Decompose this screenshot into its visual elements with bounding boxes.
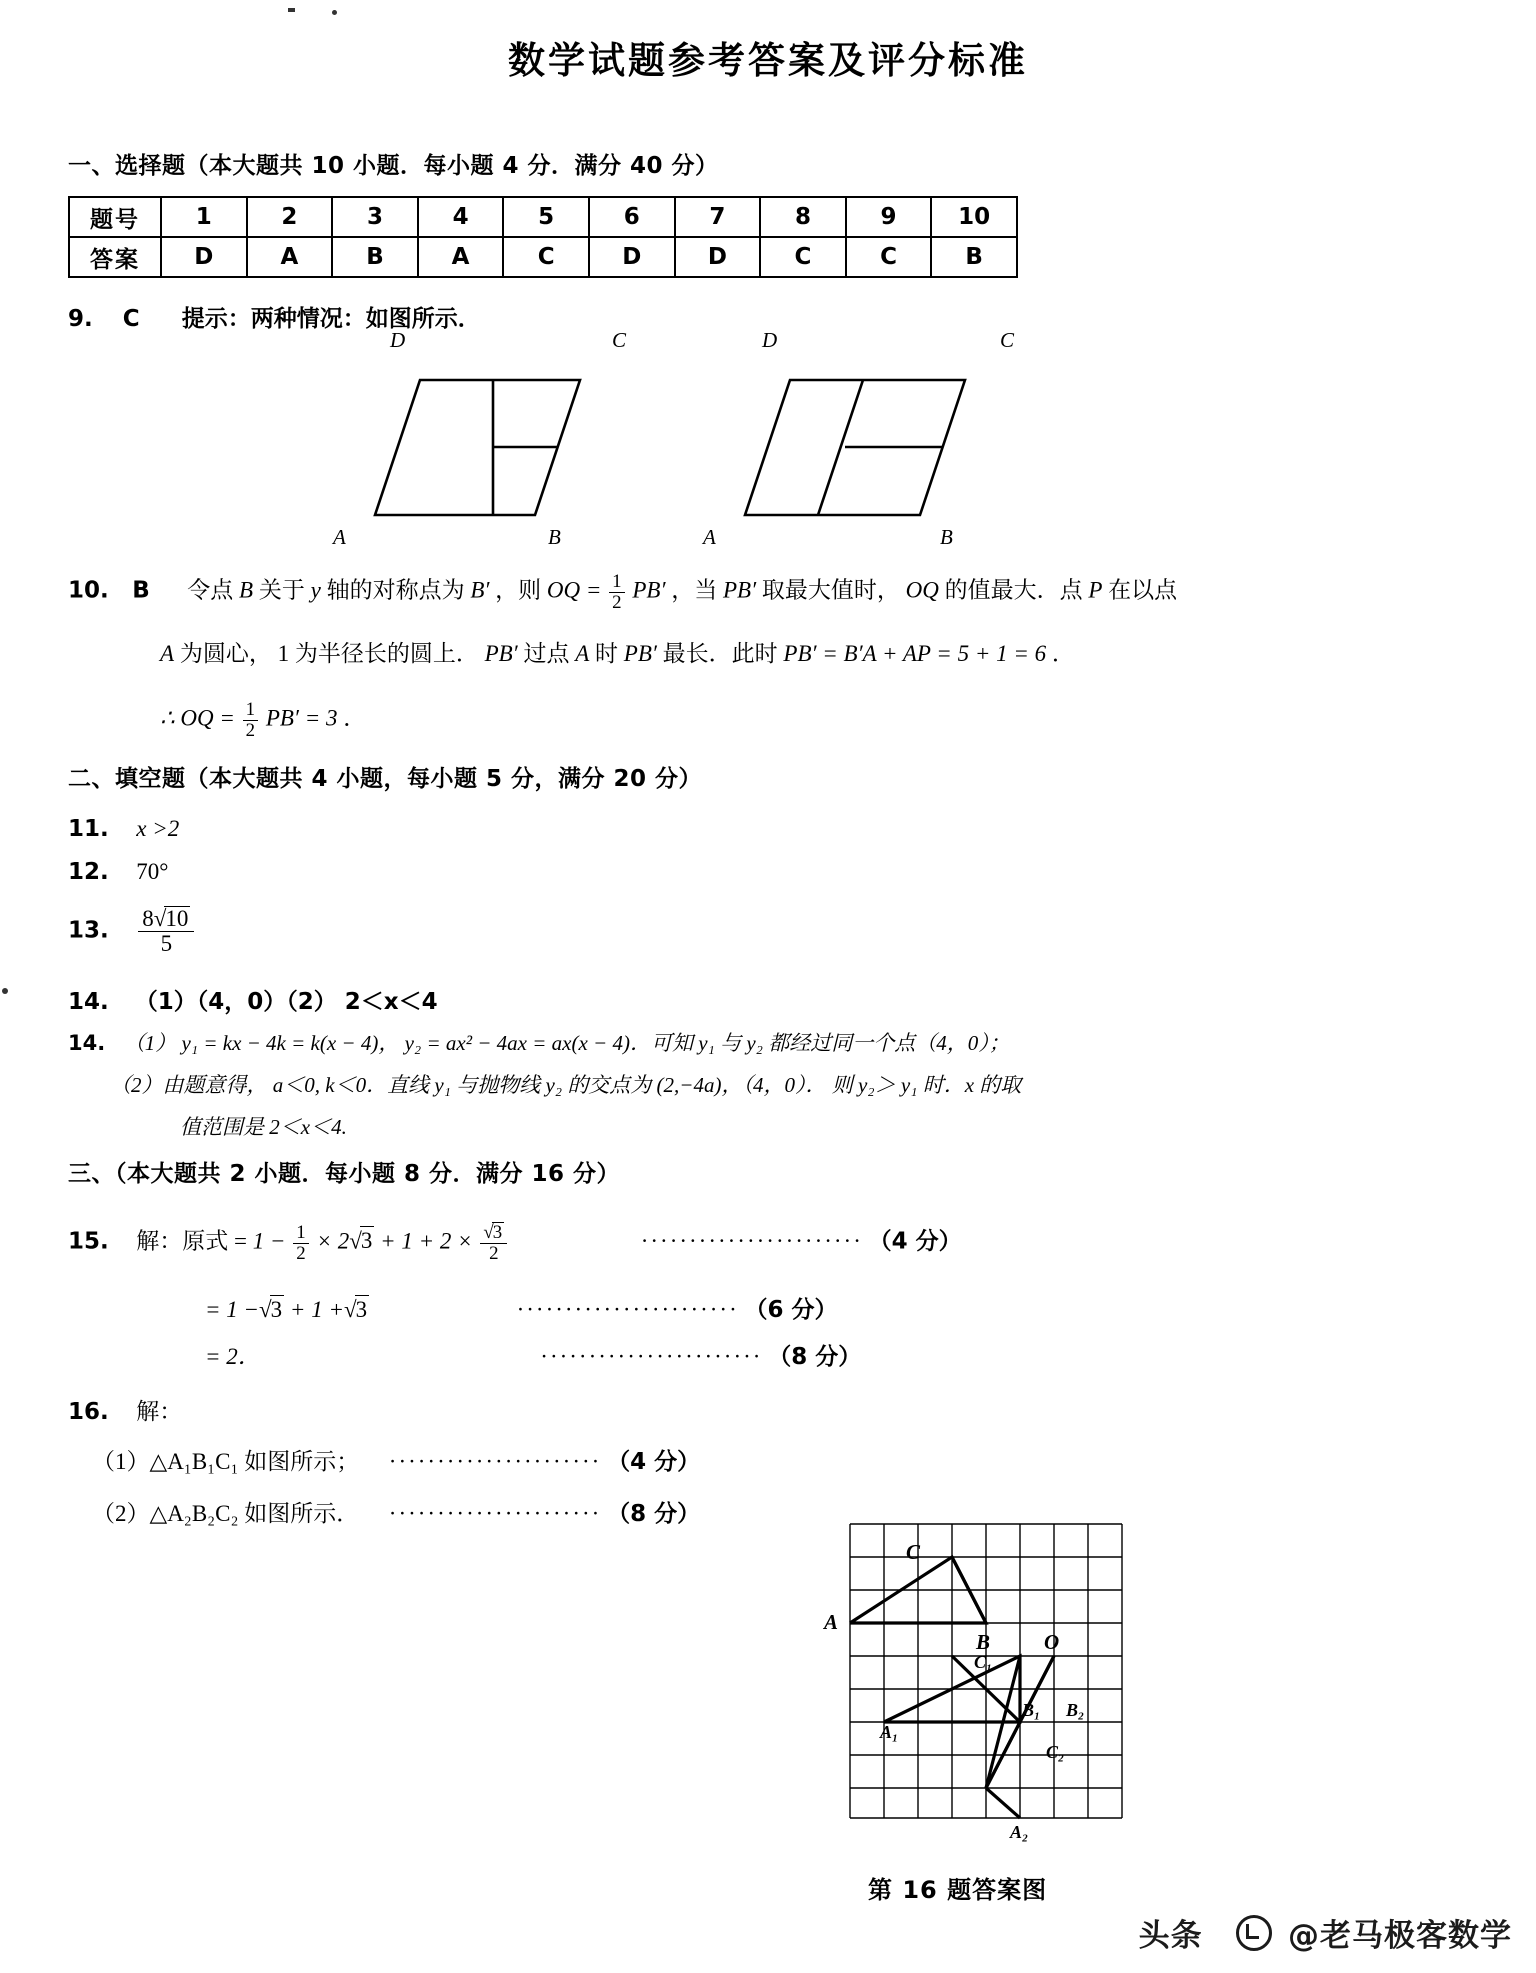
figure-label-C1: C₁ bbox=[974, 1652, 993, 1672]
item-14-number: 14. bbox=[68, 989, 109, 1015]
item-14-work-line-2 bbox=[110, 1072, 1021, 1098]
item-11-answer: x >2 bbox=[136, 816, 180, 841]
item-9-fig1-label-C: C bbox=[612, 328, 627, 352]
watermark-handle: @老马极客数学 bbox=[1288, 1918, 1512, 1954]
table-cell-answer: D bbox=[675, 237, 761, 277]
item-12-answer: 70° bbox=[136, 859, 169, 884]
item-10-expr-PBprime: PB′ bbox=[632, 577, 666, 603]
figure-label-C: C bbox=[906, 1540, 921, 1564]
item-15-score-3: （8 分） bbox=[768, 1344, 862, 1370]
table-cell-answer: A bbox=[247, 237, 333, 277]
table-row-question-numbers bbox=[69, 197, 1017, 237]
item-9-figure-case-2 bbox=[700, 355, 990, 540]
item-15-line-1: 15. 解：原式 = 1 − $\frac{1}{2}$ × 2√3 + 1 + 2 × $\frac{√3}{2}$ ······················· （4 分） bbox=[68, 1222, 962, 1264]
item-13-coefficient: 8 bbox=[142, 906, 154, 931]
table-cell-answer: C bbox=[503, 237, 589, 277]
item-15-solution-prefix: 解：原式 = bbox=[136, 1228, 247, 1254]
item-10-var-A-2: A bbox=[575, 641, 590, 666]
item-10-number: 10. bbox=[68, 577, 109, 604]
item-9-fig1-label-D: D bbox=[390, 328, 406, 352]
item-12-row bbox=[68, 858, 168, 887]
table-cell-number: 9 bbox=[846, 197, 932, 237]
item-9-fig2-label-B: B bbox=[940, 525, 953, 549]
item-10-text-d2: 为半径长的圆上． bbox=[294, 641, 479, 666]
item-10-conclusion-prefix: ∴ OQ = bbox=[160, 705, 235, 731]
table-row-answers bbox=[69, 237, 1017, 277]
item-14-work-text-2: （2）由题意得， a＜0, k＜0．直线 y₁ 与抛物线 y₂ 的交点为 (2,−4a)，（4，0）． 则 y₂＞ y₁ 时．x 的取 bbox=[110, 1073, 1022, 1097]
item-15-fraction-half bbox=[293, 1223, 308, 1264]
item-15-radicand-2: 3 bbox=[492, 1222, 503, 1243]
item-15-radicand-4: 3 bbox=[355, 1295, 370, 1325]
figure-label-A2: A₂ bbox=[1010, 1822, 1029, 1842]
fraction-numerator: 1 bbox=[243, 700, 258, 721]
item-12-number: 12. bbox=[68, 859, 109, 885]
table-cell-answer: D bbox=[161, 237, 247, 277]
item-9-fig2-label-C: C bbox=[1000, 328, 1015, 352]
item-10-equation: PB′ = B′A + AP = 5 + 1 = 6 bbox=[783, 641, 1047, 666]
figure-label-B1: B₁ bbox=[1022, 1700, 1041, 1720]
figure-label-B2: B₂ bbox=[1066, 1700, 1085, 1720]
item-15-line-2: = 1 −√3 + 1 +√3 ······················· （6 分） bbox=[205, 1297, 838, 1323]
item-9-fig2-label-D: D bbox=[762, 328, 778, 352]
table-cell-number: 4 bbox=[418, 197, 504, 237]
item-15-expr-c: + 1 + 2 × bbox=[380, 1228, 473, 1254]
fraction-numerator: 8√10 bbox=[138, 906, 194, 932]
table-cell-number: 10 bbox=[931, 197, 1017, 237]
item-16-score-2: （8 分） bbox=[607, 1501, 701, 1527]
item-15-leader-dots-3: ······················· bbox=[540, 1344, 763, 1369]
figure-label-B: B bbox=[976, 1630, 991, 1654]
table-cell-number: 2 bbox=[247, 197, 333, 237]
item-10-text-a: 令点 bbox=[187, 577, 234, 603]
item-10-text-h2: 时 bbox=[595, 641, 619, 666]
item-15-score-1: （4 分） bbox=[868, 1228, 962, 1255]
item-15-score-2: （6 分） bbox=[744, 1297, 838, 1323]
item-14-answer-text: （1）（4，0）（2） 2＜x＜4 bbox=[134, 989, 438, 1015]
section-2-heading: 二、填空题（本大题共 4 小题，每小题 5 分，满分 20 分） bbox=[68, 766, 703, 792]
item-16-score-1: （4 分） bbox=[607, 1449, 701, 1475]
item-10-text-p: 在以点 bbox=[1108, 577, 1178, 603]
item-10-var-y: y bbox=[310, 577, 321, 603]
item-10-conclusion-value: PB′ = 3 bbox=[265, 705, 338, 731]
item-10-line-2 bbox=[160, 640, 1075, 669]
item-10-text-b2: 为圆心， bbox=[179, 641, 272, 666]
item-10-text-n: 的值最大．点 bbox=[944, 577, 1083, 603]
watermark bbox=[1139, 1910, 1512, 1955]
item-9-answer: C bbox=[122, 306, 140, 332]
item-10-expr-OQ: OQ = bbox=[546, 577, 602, 603]
table-cell-number: 8 bbox=[760, 197, 846, 237]
table-cell-number: 7 bbox=[675, 197, 761, 237]
fraction-denominator: 5 bbox=[160, 931, 173, 957]
item-10-fraction-half-2 bbox=[243, 700, 258, 741]
item-10-text-j: ，当 bbox=[671, 577, 718, 603]
scan-speck bbox=[2, 988, 8, 994]
item-15-radicand-3: 3 bbox=[270, 1295, 285, 1325]
item-13-fraction bbox=[138, 906, 194, 956]
item-9-fig1-label-A: A bbox=[333, 525, 346, 549]
table-cell-number: 3 bbox=[332, 197, 418, 237]
item-16-row bbox=[68, 1398, 182, 1427]
item-10-var-P: P bbox=[1088, 577, 1103, 603]
item-10-num-1: 1 bbox=[277, 641, 290, 666]
item-15-radicand-1: 3 bbox=[360, 1226, 375, 1256]
item-13-row bbox=[68, 906, 196, 956]
item-9-row bbox=[68, 305, 481, 334]
item-15-fraction-root3-over-2 bbox=[480, 1222, 507, 1264]
item-10-expr-PBprime-2: PB′ bbox=[722, 577, 757, 603]
item-16-leader-dots-2: ······················ bbox=[388, 1501, 602, 1526]
item-15-expr-line2-b: + 1 + bbox=[289, 1297, 344, 1322]
item-11-number: 11. bbox=[68, 816, 109, 842]
item-16-sub-2 bbox=[92, 1500, 700, 1529]
item-10-text-e: 轴的对称点为 bbox=[326, 577, 465, 603]
item-10-text-l: 取最大值时， bbox=[761, 577, 900, 603]
fraction-numerator: 1 bbox=[609, 572, 624, 593]
item-14-work-line-3 bbox=[180, 1114, 347, 1140]
figure-caption-item-16: 第 16 题答案图 bbox=[868, 1876, 1048, 1904]
row-label-question-number: 题号 bbox=[69, 197, 161, 237]
item-10-text-g: ，则 bbox=[495, 577, 542, 603]
item-9-number: 9. bbox=[68, 306, 93, 332]
watermark-prefix: 头条 bbox=[1138, 1918, 1203, 1954]
table-cell-answer: C bbox=[760, 237, 846, 277]
item-10-text-l2: ． bbox=[1051, 641, 1075, 666]
item-9-hint-text: 提示：两种情况：如图所示． bbox=[181, 306, 481, 332]
table-cell-answer: B bbox=[332, 237, 418, 277]
figure-label-C2: C₂ bbox=[1046, 1742, 1065, 1762]
item-14-work-number: 14. bbox=[68, 1031, 106, 1055]
fraction-numerator: 1 bbox=[293, 1223, 308, 1244]
item-13-radicand: 10 bbox=[165, 906, 189, 931]
item-16-sub-1-text: （1）△A₁B₁C₁ 如图所示； bbox=[92, 1449, 360, 1474]
fraction-denominator: 2 bbox=[489, 1242, 499, 1264]
item-10-expr-PBprime-3: PB′ bbox=[484, 641, 518, 666]
fraction-denominator: 2 bbox=[612, 591, 622, 613]
item-16-sub-2-text: （2）△A₂B₂C₂ 如图所示． bbox=[92, 1501, 360, 1526]
item-10-line-3 bbox=[160, 700, 366, 741]
table-cell-answer: A bbox=[418, 237, 504, 277]
fraction-numerator: √3 bbox=[480, 1222, 507, 1244]
item-10-var-B: B bbox=[239, 577, 254, 603]
item-15-leader-dots-1: ······················· bbox=[640, 1228, 863, 1254]
item-10-var-A: A bbox=[160, 641, 175, 666]
item-9-fig2-label-A: A bbox=[703, 525, 716, 549]
item-9-figure-case-1 bbox=[330, 355, 600, 540]
scan-speck bbox=[288, 8, 295, 12]
item-10-fraction-half bbox=[609, 572, 624, 613]
item-10-expr-OQ-2: OQ bbox=[905, 577, 939, 603]
toutiao-logo-icon bbox=[1236, 1915, 1272, 1951]
page-title: 数学试题参考答案及评分标准 bbox=[508, 39, 1028, 82]
table-cell-number: 5 bbox=[503, 197, 589, 237]
item-15-expr-line3: = 2． bbox=[205, 1344, 261, 1369]
item-10-text-f2: 过点 bbox=[523, 641, 570, 666]
item-13-number: 13. bbox=[68, 917, 109, 944]
item-16-number: 16. bbox=[68, 1399, 109, 1425]
table-cell-answer: C bbox=[846, 237, 932, 277]
row-label-answer: 答案 bbox=[69, 237, 161, 277]
figure-label-O: O bbox=[1044, 1630, 1060, 1654]
section-1-heading: 一、选择题（本大题共 10 小题．每小题 4 分．满分 40 分） bbox=[68, 153, 719, 179]
item-16-sub-1 bbox=[92, 1448, 700, 1477]
table-cell-number: 6 bbox=[589, 197, 675, 237]
item-15-expr-line2-a: = 1 − bbox=[205, 1297, 260, 1322]
figure-label-A: A bbox=[824, 1610, 839, 1634]
item-10-answer: B bbox=[132, 577, 150, 604]
item-14-answer-row bbox=[68, 988, 438, 1017]
item-14-work-line-1 bbox=[68, 1030, 1010, 1056]
item-15-leader-dots-2: ······················· bbox=[516, 1297, 739, 1322]
item-10-line-1 bbox=[68, 572, 1177, 613]
item-10-text-j2: 最长．此时 bbox=[662, 641, 778, 666]
figure-label-A1: A₁ bbox=[880, 1722, 899, 1742]
multiple-choice-answer-table bbox=[68, 196, 1018, 278]
section-3-heading: 三、（本大题共 2 小题．每小题 8 分．满分 16 分） bbox=[68, 1161, 621, 1187]
item-10-text-c: 关于 bbox=[258, 577, 305, 603]
table-cell-number: 1 bbox=[161, 197, 247, 237]
item-14-work-text-1: （1） y₁ = kx − 4k = k(x − 4)， y₂ = ax² − 4ax = ax(x − 4)．可知 y₁ 与 y₂ 都经过同一个点（4，0）； bbox=[123, 1031, 1010, 1055]
fraction-denominator: 2 bbox=[296, 1242, 306, 1264]
item-10-var-Bprime: B′ bbox=[470, 577, 490, 603]
item-15-number: 15. bbox=[68, 1228, 109, 1255]
item-16-leader-dots-1: ······················ bbox=[388, 1449, 602, 1474]
scan-speck bbox=[332, 10, 337, 15]
item-14-work-text-3: 值范围是 2＜x＜4. bbox=[180, 1115, 347, 1139]
item-10-conclusion-period: ． bbox=[343, 705, 367, 731]
item-15-expr-a: 1 − bbox=[252, 1228, 286, 1254]
table-cell-answer: B bbox=[931, 237, 1017, 277]
item-15-expr-b: × 2 bbox=[316, 1228, 350, 1254]
item-9-fig1-label-B: B bbox=[548, 525, 561, 549]
item-16-solution-prefix: 解： bbox=[136, 1399, 183, 1424]
fraction-denominator: 2 bbox=[245, 719, 256, 741]
item-10-expr-PBprime-4: PB′ bbox=[623, 641, 657, 666]
table-cell-answer: D bbox=[589, 237, 675, 277]
item-11-row bbox=[68, 815, 179, 844]
item-15-line-3 bbox=[205, 1343, 861, 1372]
